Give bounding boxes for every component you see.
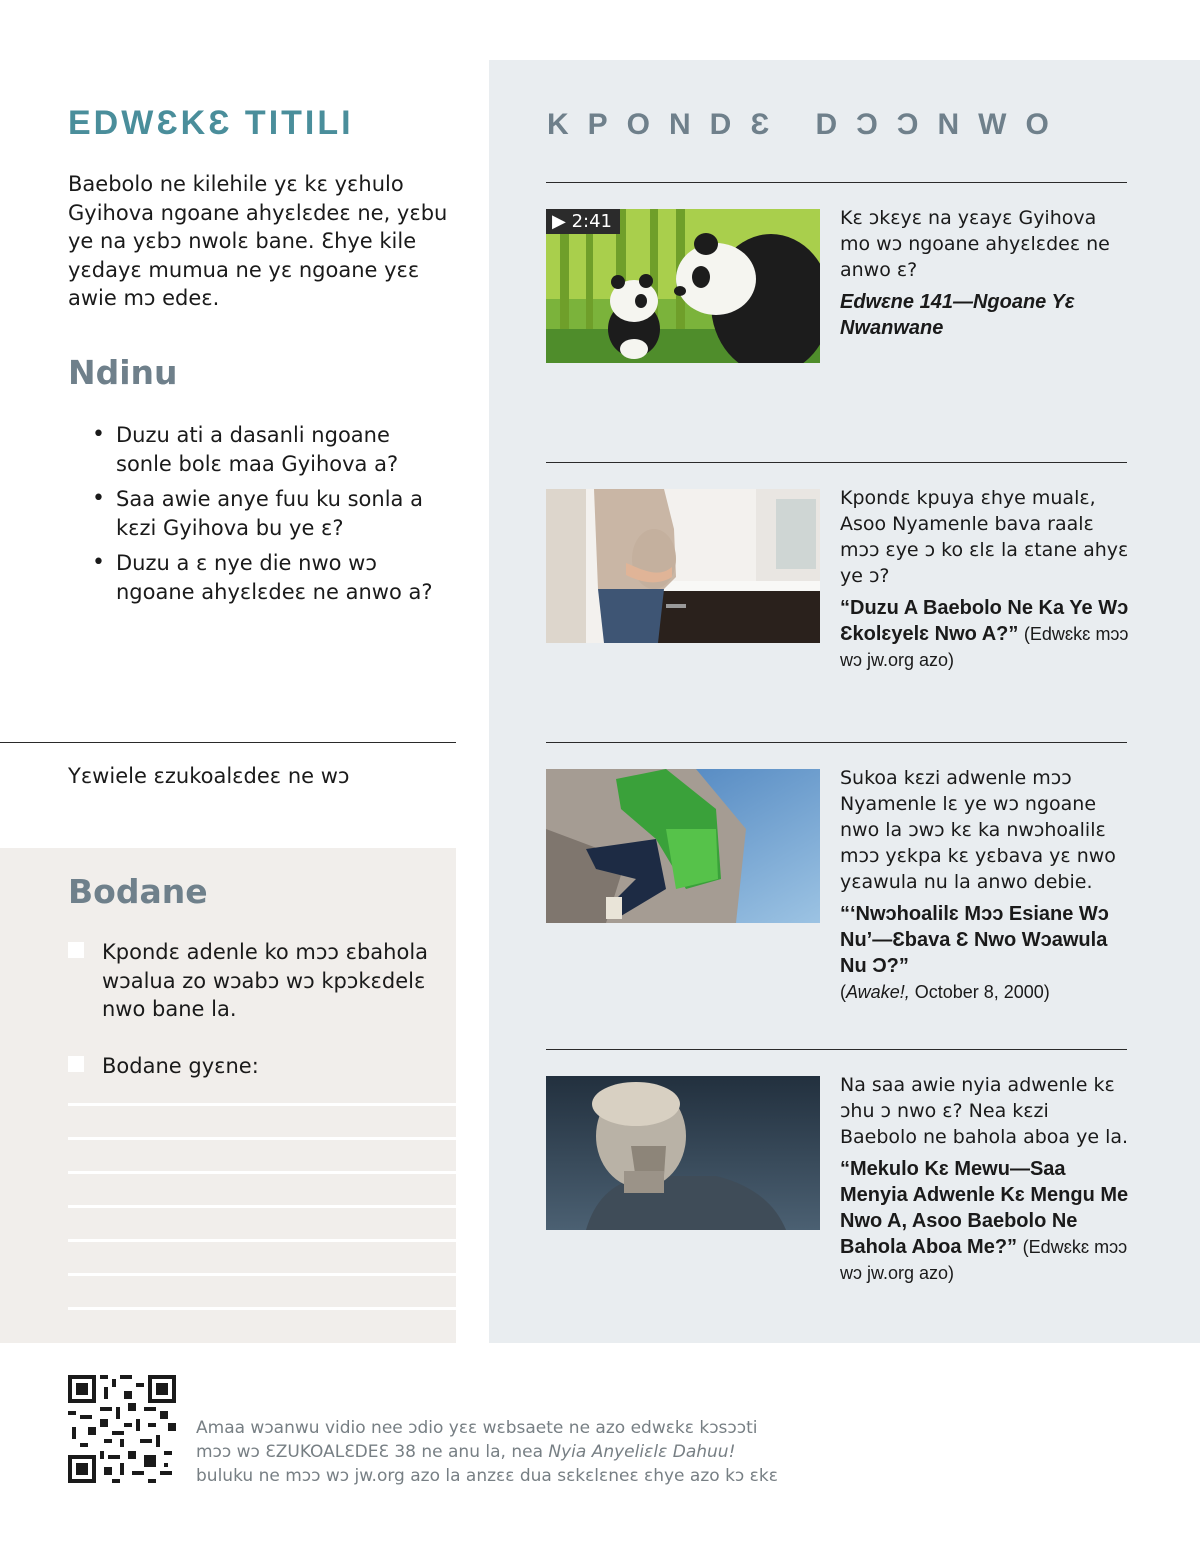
further-study-heading: KPONDƐ DƆƆNWO xyxy=(547,108,1068,141)
footer-note xyxy=(196,1416,816,1488)
resource-title[interactable]: Edwɛne 141—Ngoane Yɛ Nwanwane xyxy=(840,291,1075,339)
resource-source: (Edwɛkɛ mɔɔ wɔ jw.org azo) xyxy=(840,624,1129,670)
resource-citation xyxy=(840,1156,1130,1286)
writing-line[interactable] xyxy=(68,1239,456,1242)
source-publication: Awake!, xyxy=(846,982,910,1002)
resource-item xyxy=(840,1072,1130,1286)
rock-climber-image xyxy=(546,769,820,923)
goal-panel xyxy=(0,848,456,1343)
divider xyxy=(546,462,1127,463)
goal-item xyxy=(68,1052,448,1081)
resource-title[interactable]: “Duzu A Baebolo Ne Ka Ye Wɔ Ɛkolɛyelɛ Nwo A?” xyxy=(840,597,1129,645)
pregnant-woman-image xyxy=(546,489,820,643)
article-thumbnail[interactable] xyxy=(546,489,820,643)
resource-question: Sukoa kɛzi adwenle mɔɔ Nyamenle lɛ ye wɔ ngoane nwo la ɔwɔ kɛ ka nwɔhoalilɛ mɔɔ yɛkpa kɛ yɛbava yɛ nwo yɛawula nu la anwo debie. xyxy=(840,767,1116,893)
resource-item xyxy=(840,485,1130,673)
resource-item xyxy=(840,205,1130,341)
qr-code-icon[interactable] xyxy=(68,1375,176,1483)
summary-heading: EDWƐKƐ TITILI xyxy=(68,104,354,142)
divider xyxy=(546,1049,1127,1050)
divider xyxy=(546,742,1127,743)
resource-question: Kɛ ɔkɛyɛ na yɛayɛ Gyihova mo wɔ ngoane ahyɛlɛdeɛ ne anwo ɛ? xyxy=(840,207,1110,281)
source-date: October 8, 2000) xyxy=(914,982,1050,1002)
article-thumbnail[interactable] xyxy=(546,1076,820,1230)
footer-text-part: mɔɔ wɔ ƐZUKOALƐDEƐ 38 ne anu la, nea xyxy=(196,1442,543,1462)
writing-line[interactable] xyxy=(68,1103,456,1106)
review-list xyxy=(92,421,452,613)
resource-source: (Edwɛkɛ mɔɔ wɔ jw.org azo) xyxy=(840,1237,1128,1283)
article-thumbnail[interactable] xyxy=(546,769,820,923)
video-duration-badge: ▶ 2:41 xyxy=(546,209,620,234)
writing-line[interactable] xyxy=(68,1205,456,1208)
resource-question: Kpondɛ kpuya ɛhye mualɛ, Asoo Nyamenle bava raalɛ mɔɔ ɛye ɔ ko ɛlɛ la ɛtane ahyɛ ye ɔ? xyxy=(840,487,1129,587)
resource-title[interactable]: “Mekulo Kɛ Mewu—Saa Menyia Adwenle Kɛ Mengu Me Nwo A, Asoo Baebolo Ne Bahola Aboa Me?” xyxy=(840,1158,1129,1258)
divider xyxy=(0,742,456,743)
resource-title[interactable]: “‘Nwɔhoalilɛ Mɔɔ Esiane Wɔ Nu’—Ɛbava Ɛ Nwo Wɔawula Nu Ɔ?” xyxy=(840,903,1109,977)
statue-man-image xyxy=(546,1076,820,1230)
writing-line[interactable] xyxy=(68,1137,456,1140)
review-item: • Saa awie anye fuu ku sonla a kɛzi Gyihova bu ye ɛ? xyxy=(92,485,452,542)
video-thumbnail[interactable] xyxy=(546,209,820,363)
checkbox[interactable] xyxy=(68,942,84,958)
review-item: • Duzu a ɛ nye die nwo wɔ ngoane ahyɛlɛdeɛ ne anwo a? xyxy=(92,549,452,606)
completed-label: Yɛwiele ɛzukoalɛdeɛ ne wɔ xyxy=(68,764,350,788)
book-title: Nyia Anyeliɛlɛ Dahuu! xyxy=(548,1442,736,1462)
divider xyxy=(546,182,1127,183)
goal-item-text: Bodane gyɛne: xyxy=(102,1054,259,1078)
review-heading: Ndinu xyxy=(68,353,178,392)
goal-item xyxy=(68,938,448,1024)
resource-question: Na saa awie nyia adwenle kɛ ɔhu ɔ nwo ɛ? Nea kɛzi Baebolo ne bahola aboa ye la. xyxy=(840,1074,1129,1148)
summary-text: Baebolo ne kilehile yɛ kɛ yɛhulo Gyihova ngoane ahyɛlɛdeɛ ne, yɛbu ye na yɛbɔ nwolɛ bane. Ɛhye kile yɛdayɛ mumua ne yɛ ngoane yɛɛ awie mɔ edeɛ. xyxy=(68,172,448,310)
resource-citation xyxy=(840,595,1130,673)
resource-source xyxy=(840,979,1130,1005)
writing-line[interactable] xyxy=(68,1307,456,1310)
writing-line[interactable] xyxy=(68,1171,456,1174)
checkbox[interactable] xyxy=(68,1056,84,1072)
resource-item xyxy=(840,765,1130,1005)
review-item: • Duzu ati a dasanli ngoane sonle bolɛ maa Gyihova a? xyxy=(92,421,452,478)
goal-heading: Bodane xyxy=(68,872,208,911)
writing-line[interactable] xyxy=(68,1273,456,1276)
footer-line xyxy=(196,1440,816,1464)
footer-line: Amaa wɔanwu vidio nee ɔdio yɛɛ wɛbsaete ne azo edwɛkɛ kɔsɔɔti xyxy=(196,1418,758,1438)
source-open: ( xyxy=(840,982,846,1002)
footer-line: buluku ne mɔɔ wɔ jw.org azo la anzɛɛ dua sɛkɛlɛneɛ ɛhye azo kɔ ɛkɛ xyxy=(196,1466,778,1486)
goal-item-text: Kpondɛ adenle ko mɔɔ ɛbahola wɔalua zo wɔabɔ wɔ kpɔkɛdelɛ nwo bane la. xyxy=(102,940,429,1021)
